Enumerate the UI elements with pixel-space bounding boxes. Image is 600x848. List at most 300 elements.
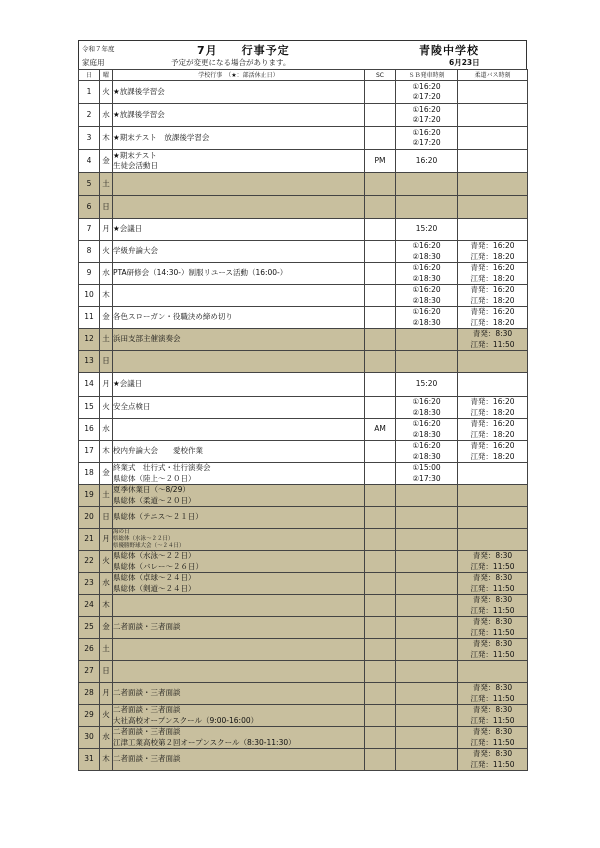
weekday-cell: 日: [100, 661, 113, 683]
table-row: [79, 749, 528, 771]
bus-time-cell: [458, 285, 528, 307]
bus-time: 青発：16:20: [470, 263, 515, 272]
events-cell: [113, 150, 365, 173]
bus-time: 江発：11:50: [470, 649, 515, 659]
day-cell: 18: [79, 463, 100, 485]
sb-time: 16:20: [415, 155, 438, 165]
weekday-cell: 火: [100, 397, 113, 419]
events-cell: [113, 329, 365, 351]
bus-time: 青発：16:20: [470, 397, 515, 406]
events-cell: [113, 485, 365, 507]
col-sc: SC: [365, 70, 396, 81]
table-row: [79, 529, 528, 551]
sc-cell: PM: [365, 150, 396, 173]
bus-time: 青発：8:30: [472, 617, 513, 626]
sb-time-cell: [396, 507, 458, 529]
sc-cell: [365, 104, 396, 127]
table-row: [79, 595, 528, 617]
sb-time-cell: [396, 661, 458, 683]
sb-time: ②18:30: [412, 295, 441, 305]
sc-cell: [365, 573, 396, 595]
day-cell: 5: [79, 173, 100, 196]
bus-time-cell: [458, 463, 528, 485]
bus-time: 青発：8:30: [472, 727, 513, 736]
day-cell: 20: [79, 507, 100, 529]
events-cell: [113, 419, 365, 441]
weekday-cell: 水: [100, 419, 113, 441]
bus-time-cell: [458, 81, 528, 104]
day-cell: 1: [79, 81, 100, 104]
change-notice: 予定が変更になる場合があります。: [171, 58, 291, 67]
col-day: 日: [79, 70, 100, 81]
event-line: 県総体（柔道～２０日）: [113, 495, 196, 505]
table-row: [79, 150, 528, 173]
sb-time: ①16:20: [412, 127, 441, 137]
sb-time: ②18:30: [412, 317, 441, 327]
sc-cell: [365, 241, 396, 263]
bus-time-cell: [458, 595, 528, 617]
sc-cell: [365, 683, 396, 705]
sc-cell: [365, 441, 396, 463]
event-line: ★会議日: [113, 224, 143, 234]
events-cell: [113, 397, 365, 419]
weekday-cell: 火: [100, 241, 113, 263]
bus-time: 青発：16:20: [470, 241, 515, 250]
bus-time: 青発：8:30: [472, 551, 513, 560]
bus-time: 江発：18:20: [470, 429, 515, 439]
bus-time-cell: [458, 127, 528, 150]
sb-time-cell: [396, 727, 458, 749]
bus-time-cell: [458, 639, 528, 661]
day-cell: 26: [79, 639, 100, 661]
table-row: [79, 441, 528, 463]
bus-time-cell: [458, 196, 528, 219]
table-row: [79, 507, 528, 529]
table-row: [79, 329, 528, 351]
event-line: 県総体（陸上～２０日）: [113, 473, 196, 483]
table-row: [79, 639, 528, 661]
day-cell: 23: [79, 573, 100, 595]
events-cell: [113, 749, 365, 771]
sb-time: ②18:30: [412, 451, 441, 461]
col-sb-departure: ＳＢ発車時刻: [396, 70, 458, 81]
event-line: 大社高校オープンスクール（9:00-16:00）: [113, 715, 259, 725]
sc-cell: [365, 373, 396, 397]
sb-time-cell: [396, 329, 458, 351]
event-line: 二者面談・三者面談: [113, 622, 181, 632]
sb-time-cell: [396, 419, 458, 441]
sc-cell: [365, 263, 396, 285]
sb-time: ②18:30: [412, 251, 441, 261]
table-row: [79, 351, 528, 373]
event-line: ★期末テスト 放課後学習会: [113, 132, 210, 142]
table-row: [79, 219, 528, 241]
bus-time: 青発：8:30: [472, 683, 513, 692]
bus-time-cell: [458, 241, 528, 263]
weekday-cell: 火: [100, 81, 113, 104]
events-cell: [113, 351, 365, 373]
event-line: 県総体（剣道～２４日）: [113, 583, 196, 593]
bus-time-cell: [458, 219, 528, 241]
page-title: 7月 行事予定: [197, 44, 290, 57]
table-row: [79, 661, 528, 683]
event-line: 県総体（バレー～２６日）: [113, 561, 203, 571]
bus-time-cell: [458, 529, 528, 551]
bus-time: 青発：16:20: [470, 441, 515, 450]
bus-time-cell: [458, 397, 528, 419]
weekday-cell: 金: [100, 307, 113, 329]
weekday-cell: 金: [100, 617, 113, 639]
sb-time-cell: [396, 551, 458, 573]
sb-time: ①16:20: [412, 419, 441, 428]
sc-cell: [365, 351, 396, 373]
day-cell: 29: [79, 705, 100, 727]
day-cell: 25: [79, 617, 100, 639]
day-cell: 17: [79, 441, 100, 463]
day-cell: 8: [79, 241, 100, 263]
table-row: [79, 127, 528, 150]
table-row: [79, 241, 528, 263]
day-cell: 24: [79, 595, 100, 617]
sc-cell: [365, 485, 396, 507]
sb-time: ①16:20: [412, 81, 441, 91]
sb-time-cell: [396, 463, 458, 485]
sb-time-cell: [396, 127, 458, 150]
bus-time: 江発：11:50: [470, 715, 515, 725]
bus-time: 江発：11:50: [470, 627, 515, 637]
event-line: 県総体（水泳～２２日）: [113, 551, 196, 560]
bus-time-cell: [458, 485, 528, 507]
weekday-cell: 土: [100, 173, 113, 196]
day-cell: 31: [79, 749, 100, 771]
weekday-cell: 木: [100, 441, 113, 463]
event-line: 県優勝野球大会（～２４日）: [113, 543, 185, 549]
events-cell: [113, 705, 365, 727]
bus-time-cell: [458, 749, 528, 771]
schedule-rows: [79, 81, 528, 771]
sb-time-cell: [396, 241, 458, 263]
sc-cell: [365, 127, 396, 150]
sb-time-cell: [396, 263, 458, 285]
sb-time-cell: [396, 173, 458, 196]
bus-time: 青発：8:30: [472, 329, 513, 338]
sc-cell: [365, 196, 396, 219]
event-line: 校内弁論大会 愛校作業: [113, 446, 203, 456]
event-line: 県総体（卓球～２４日）: [113, 573, 196, 582]
weekday-cell: 月: [100, 219, 113, 241]
sc-cell: [365, 173, 396, 196]
weekday-cell: 月: [100, 683, 113, 705]
table-row: [79, 705, 528, 727]
sc-cell: [365, 507, 396, 529]
events-cell: [113, 441, 365, 463]
sb-time: 15:20: [415, 379, 438, 389]
sb-time-cell: [396, 617, 458, 639]
events-cell: [113, 307, 365, 329]
events-cell: [113, 683, 365, 705]
bus-time-cell: [458, 351, 528, 373]
bus-time-cell: [458, 263, 528, 285]
events-cell: [113, 373, 365, 397]
day-cell: 4: [79, 150, 100, 173]
day-cell: 22: [79, 551, 100, 573]
day-cell: 2: [79, 104, 100, 127]
event-line: PTA研修会（14:30-）制服リユース活動（16:00-）: [113, 268, 288, 278]
event-line: ★放課後学習会: [113, 109, 165, 119]
bus-time: 青発：8:30: [472, 749, 513, 758]
weekday-cell: 日: [100, 507, 113, 529]
events-cell: [113, 551, 365, 573]
table-row: [79, 727, 528, 749]
table-row: [79, 683, 528, 705]
sc-cell: [365, 749, 396, 771]
table-row: [79, 104, 528, 127]
weekday-cell: 土: [100, 639, 113, 661]
events-cell: [113, 507, 365, 529]
bus-time: 青発：16:20: [470, 285, 515, 294]
table-row: [79, 263, 528, 285]
sc-cell: [365, 661, 396, 683]
events-cell: [113, 263, 365, 285]
table-row: [79, 397, 528, 419]
bus-time: 青発：16:20: [470, 419, 515, 428]
sb-time-cell: [396, 639, 458, 661]
col-events: 学校行事 （★：部活休止日）: [113, 70, 365, 81]
bus-time: 青発：8:30: [472, 573, 513, 582]
weekday-cell: 木: [100, 749, 113, 771]
sb-time: ②17:20: [412, 138, 441, 147]
day-cell: 10: [79, 285, 100, 307]
day-cell: 21: [79, 529, 100, 551]
issue-date: 6月23日: [449, 58, 480, 67]
sb-time: ②18:30: [412, 407, 441, 417]
sb-time: ①16:20: [412, 263, 441, 272]
events-cell: [113, 196, 365, 219]
sc-cell: AM: [365, 419, 396, 441]
day-cell: 13: [79, 351, 100, 373]
sb-time-cell: [396, 595, 458, 617]
bus-time: 江発：11:50: [470, 561, 515, 571]
event-line: 県総体（テニス～２１日）: [113, 512, 203, 522]
event-line: 江津工業高校第２回オープンスクール（8:30-11:30）: [113, 737, 296, 747]
day-cell: 9: [79, 263, 100, 285]
sc-cell: [365, 617, 396, 639]
weekday-cell: 日: [100, 196, 113, 219]
weekday-cell: 木: [100, 595, 113, 617]
day-cell: 11: [79, 307, 100, 329]
event-line: 生徒会活動日: [113, 161, 158, 170]
event-line: 夏季休業日（～8/29）: [113, 485, 190, 494]
event-line: 学級弁論大会: [113, 246, 158, 256]
bus-time-cell: [458, 617, 528, 639]
sc-cell: [365, 307, 396, 329]
events-cell: [113, 529, 365, 551]
bus-time: 江発：11:50: [470, 737, 515, 747]
event-line: ★期末テスト: [113, 150, 157, 160]
table-row: [79, 485, 528, 507]
sb-time-cell: [396, 196, 458, 219]
sb-time-cell: [396, 705, 458, 727]
events-cell: [113, 573, 365, 595]
sb-time: ②18:30: [412, 273, 441, 283]
events-cell: [113, 595, 365, 617]
bus-time-cell: [458, 104, 528, 127]
sb-time-cell: [396, 351, 458, 373]
sb-time-cell: [396, 441, 458, 463]
bus-time: 江発：18:20: [470, 273, 515, 283]
weekday-cell: 土: [100, 329, 113, 351]
day-cell: 7: [79, 219, 100, 241]
events-cell: [113, 727, 365, 749]
events-cell: [113, 127, 365, 150]
table-row: [79, 617, 528, 639]
col-judo-bus: 柔道バス時刻: [458, 70, 528, 81]
events-cell: [113, 173, 365, 196]
bus-time: 江発：18:20: [470, 295, 515, 305]
bus-time-cell: [458, 661, 528, 683]
bus-time-cell: [458, 150, 528, 173]
sb-time-cell: [396, 81, 458, 104]
sb-time: 15:20: [415, 224, 438, 234]
sc-cell: [365, 551, 396, 573]
bus-time: 江発：11:50: [470, 693, 515, 703]
weekday-cell: 水: [100, 727, 113, 749]
weekday-cell: 火: [100, 551, 113, 573]
table-row: [79, 551, 528, 573]
sb-time-cell: [396, 683, 458, 705]
sc-cell: [365, 595, 396, 617]
sb-time-cell: [396, 373, 458, 397]
bus-time-cell: [458, 329, 528, 351]
bus-time: 江発：11:50: [470, 583, 515, 593]
bus-time-cell: [458, 727, 528, 749]
sb-time: ①16:20: [412, 441, 441, 450]
day-cell: 14: [79, 373, 100, 397]
bus-time: 青発：16:20: [470, 307, 515, 316]
table-row: [79, 573, 528, 595]
sb-time-cell: [396, 485, 458, 507]
bus-time-cell: [458, 307, 528, 329]
sb-time: ①15:00: [412, 463, 441, 472]
bus-time-cell: [458, 507, 528, 529]
sc-cell: [365, 219, 396, 241]
sb-time: ②17:20: [412, 115, 441, 124]
table-row: [79, 285, 528, 307]
bus-time: 江発：11:50: [470, 339, 515, 349]
schedule-table: [78, 69, 528, 771]
bus-time-cell: [458, 705, 528, 727]
day-cell: 6: [79, 196, 100, 219]
sc-cell: [365, 463, 396, 485]
weekday-cell: 水: [100, 263, 113, 285]
events-cell: [113, 661, 365, 683]
bus-time-cell: [458, 573, 528, 595]
weekday-cell: 月: [100, 529, 113, 551]
event-line: ★放課後学習会: [113, 86, 165, 96]
event-line: 二者面談・三者面談: [113, 727, 181, 736]
sc-cell: [365, 705, 396, 727]
sc-cell: [365, 285, 396, 307]
bus-time-cell: [458, 173, 528, 196]
sc-cell: [365, 81, 396, 104]
events-cell: [113, 617, 365, 639]
events-cell: [113, 104, 365, 127]
events-cell: [113, 285, 365, 307]
table-row: [79, 373, 528, 397]
sb-time: ①16:20: [412, 307, 441, 316]
table-row: [79, 463, 528, 485]
weekday-cell: 金: [100, 463, 113, 485]
event-line: 二者面談・三者面談: [113, 754, 181, 764]
event-line: 二者面談・三者面談: [113, 688, 181, 698]
day-cell: 27: [79, 661, 100, 683]
events-cell: [113, 241, 365, 263]
event-line: ★会議日: [113, 379, 143, 389]
bus-time: 江発：11:50: [470, 605, 515, 615]
weekday-cell: 日: [100, 351, 113, 373]
events-cell: [113, 81, 365, 104]
day-cell: 12: [79, 329, 100, 351]
schedule-sheet: [78, 40, 527, 771]
sb-time-cell: [396, 529, 458, 551]
weekday-cell: 水: [100, 104, 113, 127]
fiscal-year-label: 令和７年度: [82, 45, 115, 53]
weekday-cell: 火: [100, 705, 113, 727]
bus-time: 江発：18:20: [470, 407, 515, 417]
sb-time-cell: [396, 397, 458, 419]
sc-cell: [365, 397, 396, 419]
sc-cell: [365, 727, 396, 749]
bus-time-cell: [458, 373, 528, 397]
events-cell: [113, 639, 365, 661]
sb-time: ①16:20: [412, 397, 441, 406]
bus-time: 青発：8:30: [472, 595, 513, 604]
sb-time-cell: [396, 285, 458, 307]
sb-time-cell: [396, 573, 458, 595]
weekday-cell: 金: [100, 150, 113, 173]
events-cell: [113, 463, 365, 485]
bus-time: 青発：8:30: [472, 639, 513, 648]
sc-cell: [365, 329, 396, 351]
event-line: 海の日: [113, 529, 130, 535]
event-line: 終業式 壮行式・壮行演奏会: [113, 463, 211, 472]
weekday-cell: 月: [100, 373, 113, 397]
event-line: 県総体（水泳～２２日）: [113, 536, 174, 542]
sb-time-cell: [396, 150, 458, 173]
bus-time-cell: [458, 683, 528, 705]
event-line: 安全点検日: [113, 402, 151, 412]
bus-time: 江発：18:20: [470, 251, 515, 261]
bus-time: 青発：8:30: [472, 705, 513, 714]
sb-time-cell: [396, 104, 458, 127]
sb-time-cell: [396, 749, 458, 771]
day-cell: 15: [79, 397, 100, 419]
table-row: [79, 307, 528, 329]
event-line: 各色スローガン・役職決め締め切り: [113, 312, 233, 322]
day-cell: 3: [79, 127, 100, 150]
event-line: 二者面談・三者面談: [113, 705, 181, 714]
table-row: [79, 81, 528, 104]
bus-time: 江発：18:20: [470, 451, 515, 461]
school-name: 青陵中学校: [419, 44, 479, 57]
sb-time: ②17:20: [412, 92, 441, 101]
bus-time-cell: [458, 419, 528, 441]
day-cell: 19: [79, 485, 100, 507]
weekday-cell: 水: [100, 573, 113, 595]
table-row: [79, 419, 528, 441]
sb-time: ②17:30: [412, 473, 441, 483]
table-row: [79, 196, 528, 219]
